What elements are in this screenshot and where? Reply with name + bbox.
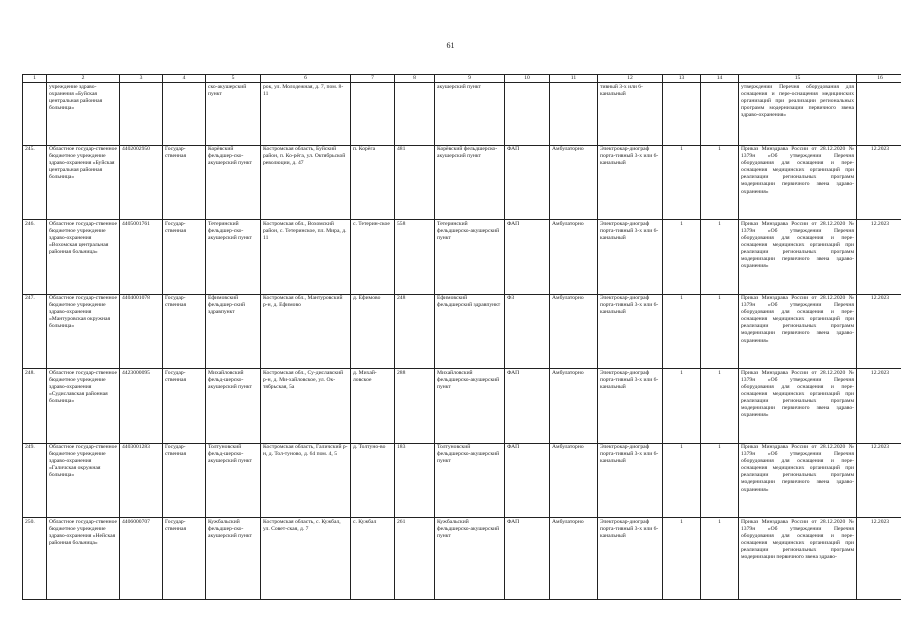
ownership-form-cell: Государ-ственная: [163, 145, 206, 220]
unit-name-cell: акушерский пункт: [435, 83, 505, 146]
row-number-cell: 248.: [23, 369, 47, 444]
delivery-date-cell: 12.2023: [857, 220, 901, 295]
row-number-cell: 250.: [23, 518, 47, 600]
address-cell: Костромская область, с. Кужбал, ул. Совет-ская, д. 7: [261, 518, 351, 600]
population-cell: 481: [395, 145, 435, 220]
address-cell: Костромская область, Галичский р-н, д. Тол-туново, д. 64 пом. 4, 5: [261, 443, 351, 518]
equipment-cell: Электрокар-диограф порта-тивный 3-х или 6-канальный: [598, 145, 663, 220]
organization-name-cell: учреждение здраво-охранения «Буйская центральная районная больница»: [47, 83, 120, 146]
unit-name-cell: Ефимовский фельдшерский здравпункт: [435, 294, 505, 369]
quantity-total-cell: 1: [701, 443, 739, 518]
unit-type-cell: ФАП: [505, 220, 550, 295]
unit-name-cell: Толтуновский фельдшерско-акушерский пункт: [435, 443, 505, 518]
equipment-table: [22, 74, 901, 600]
locality-cell: с. Кужбал: [351, 518, 395, 600]
subdivision-name-cell: Михайловский фельд-шерско-акушерский пункт: [206, 369, 261, 444]
address-cell: рок, ул. Молодежная, д. 7, пом. 8-11: [261, 83, 351, 146]
legal-basis-cell: утверждении Перечня оборудования для оснащения и пере-оснащения медицинских организаций при реализации региональных программ модернизации первичного звена здраво-охранения»: [739, 83, 857, 146]
unit-name-cell: Кужбальский фельдшерско-акушерский пункт: [435, 518, 505, 600]
unit-type-cell: ФЗ: [505, 294, 550, 369]
table-row: [23, 294, 901, 369]
ownership-form-cell: Государ-ственная: [163, 220, 206, 295]
locality-cell: п. Корёга: [351, 145, 395, 220]
equipment-cell: Электрокар-диограф порта-тивный 3-х или 6-канальный: [598, 294, 663, 369]
column-number: 14: [701, 75, 739, 83]
column-number: 2: [47, 75, 120, 83]
ownership-form-cell: Государ-ственная: [163, 443, 206, 518]
unit-type-cell: ФАП: [505, 145, 550, 220]
column-number: 5: [206, 75, 261, 83]
organization-name-cell: Областное государ-ственное бюджетное учреждение здраво-охранения «Галичская окружная больница»: [47, 443, 120, 518]
locality-cell: д. Ефимово: [351, 294, 395, 369]
inn-code-cell: 4423000095: [120, 369, 163, 444]
delivery-date-cell: 12.2023: [857, 145, 901, 220]
organization-name-cell: Областное государ-ственное бюджетное учреждение здраво-охранения «Мантуровская окружная больница»: [47, 294, 120, 369]
row-number-cell: 249.: [23, 443, 47, 518]
legal-basis-cell: Приказ Минздрава России от 28.12.2020 № 1379н «Об утверждении Перечня оборудования для оснащения и пере-оснащения медицинских организаций при реализации региональных программ модернизации первичного звена здраво-охранения»: [739, 220, 857, 295]
column-number: 12: [598, 75, 663, 83]
unit-name-cell: Корёвский фельдшерско-акушерский пункт: [435, 145, 505, 220]
unit-type-cell: ФАП: [505, 369, 550, 444]
equipment-cell: Электрокар-диограф порта-тивный 3-х или 6-канальный: [598, 369, 663, 444]
table-row: [23, 369, 901, 444]
unit-type-cell: ФАП: [505, 443, 550, 518]
quantity-total-cell: [701, 83, 739, 146]
subdivision-name-cell: Ефимовский фельдшер-ский здравпункт: [206, 294, 261, 369]
table-row: [23, 518, 901, 600]
quantity-planned-cell: 1: [663, 443, 701, 518]
delivery-date-cell: 12.2023: [857, 518, 901, 600]
delivery-date-cell: 12.2023: [857, 369, 901, 444]
subdivision-name-cell: Корёвский фельдшер-ско-акушерский пункт: [206, 145, 261, 220]
population-cell: 288: [395, 369, 435, 444]
organization-name-cell: Областное государ-ственное бюджетное учреждение здраво-охранения «Судиславская районная больница»: [47, 369, 120, 444]
locality-cell: д. Михай-ловское: [351, 369, 395, 444]
care-conditions-cell: [550, 83, 598, 146]
column-number: 10: [505, 75, 550, 83]
equipment-cell: Электрокар-диограф порта-тивный 3-х или 6-канальный: [598, 518, 663, 600]
delivery-date-cell: 12.2023: [857, 294, 901, 369]
population-cell: 183: [395, 443, 435, 518]
subdivision-name-cell: Толтуновский фельд-шерско-акушерский пункт: [206, 443, 261, 518]
ownership-form-cell: Государ-ственная: [163, 518, 206, 600]
unit-name-cell: Тетеринский фельдшерско-акушерский пункт: [435, 220, 505, 295]
equipment-cell: Электрокар-диограф порта-тивный 3-х или 6-канальный: [598, 220, 663, 295]
unit-type-cell: [505, 83, 550, 146]
locality-cell: [351, 83, 395, 146]
column-number: 8: [395, 75, 435, 83]
locality-cell: д. Толтуно-во: [351, 443, 395, 518]
delivery-date-cell: [857, 83, 901, 146]
table-row: [23, 443, 901, 518]
equipment-cell: Электрокар-диограф порта-тивный 3-х или 6-канальный: [598, 443, 663, 518]
quantity-planned-cell: 1: [663, 518, 701, 600]
address-cell: Костромская область, Буйский район, п. Ко-рёга, ул. Октябрьской революции, д. 47: [261, 145, 351, 220]
organization-name-cell: Областное государ-ственное бюджетное учреждение здраво-охранения «Нейская районная больница»: [47, 518, 120, 600]
column-number: 16: [857, 75, 901, 83]
care-conditions-cell: Амбулаторно: [550, 145, 598, 220]
legal-basis-cell: Приказ Минздрава России от 28.12.2020 № 1379н «Об утверждении Перечня оборудования для оснащения и пере-оснащения медицинских организаций при реализации региональных программ модернизации первичного звена здраво-охранения»: [739, 145, 857, 220]
care-conditions-cell: Амбулаторно: [550, 518, 598, 600]
column-number: 13: [663, 75, 701, 83]
row-number-cell: 245.: [23, 145, 47, 220]
unit-name-cell: Михайловский фельдшерско-акушерский пункт: [435, 369, 505, 444]
population-cell: [395, 83, 435, 146]
care-conditions-cell: Амбулаторно: [550, 294, 598, 369]
row-number-cell: 246.: [23, 220, 47, 295]
delivery-date-cell: 12.2023: [857, 443, 901, 518]
ownership-form-cell: Государ-ственная: [163, 294, 206, 369]
column-number: 6: [261, 75, 351, 83]
inn-code-cell: 4404001078: [120, 294, 163, 369]
care-conditions-cell: Амбулаторно: [550, 443, 598, 518]
table-row: [23, 83, 901, 146]
inn-code-cell: 4405001761: [120, 220, 163, 295]
legal-basis-cell: Приказ Минздрава России от 28.12.2020 № 1379н «Об утверждении Перечня оборудования для оснащения и пере-оснащения медицинских организаций при реализации региональных программ модернизации первичного звена здраво-: [739, 518, 857, 600]
subdivision-name-cell: Кужбальский фельдшер-ско-акушерский пункт: [206, 518, 261, 600]
column-number: 7: [351, 75, 395, 83]
care-conditions-cell: Амбулаторно: [550, 369, 598, 444]
column-number: 9: [435, 75, 505, 83]
address-cell: Костромская обл., Су-диславский р-н, д. Ми-хайловское, ул. Ок-тябрьская, 5а: [261, 369, 351, 444]
inn-code-cell: 4406000707: [120, 518, 163, 600]
organization-name-cell: Областное государ-ственное бюджетное учреждение здраво-охранения «Вохомская центральная районная больница»: [47, 220, 120, 295]
organization-name-cell: Областное государ-ственное бюджетное учреждение здраво-охранения «Буйская центральная районная больница»: [47, 145, 120, 220]
quantity-planned-cell: 1: [663, 369, 701, 444]
quantity-planned-cell: 1: [663, 145, 701, 220]
table-row: [23, 145, 901, 220]
unit-type-cell: ФАП: [505, 518, 550, 600]
quantity-planned-cell: 1: [663, 220, 701, 295]
equipment-cell: тивный 3-х или 6-канальный: [598, 83, 663, 146]
locality-cell: с. Тетерин-ское: [351, 220, 395, 295]
legal-basis-cell: Приказ Минздрава России от 28.12.2020 № 1379н «Об утверждении Перечня оборудования для оснащения и пере-оснащения медицинских организаций при реализации региональных программ модернизации первичного звена здраво-охранения»: [739, 369, 857, 444]
quantity-planned-cell: 1: [663, 294, 701, 369]
population-cell: 248: [395, 294, 435, 369]
column-number: 3: [120, 75, 163, 83]
address-cell: Костромская обл., Мантуровский р-н, д. Ефимово: [261, 294, 351, 369]
ownership-form-cell: [163, 83, 206, 146]
quantity-total-cell: 1: [701, 518, 739, 600]
column-number: 11: [550, 75, 598, 83]
legal-basis-cell: Приказ Минздрава России от 28.12.2020 № 1379н «Об утверждении Перечня оборудования для оснащения и пере-оснащения медицинских организаций при реализации региональных программ модернизации первичного звена здраво-охранения»: [739, 294, 857, 369]
row-number-cell: 247.: [23, 294, 47, 369]
column-number: 4: [163, 75, 206, 83]
quantity-total-cell: 1: [701, 220, 739, 295]
table-row: [23, 220, 901, 295]
quantity-planned-cell: [663, 83, 701, 146]
row-number-cell: [23, 83, 47, 146]
column-number: 15: [739, 75, 857, 83]
column-number: 1: [23, 75, 47, 83]
population-cell: 558: [395, 220, 435, 295]
ownership-form-cell: Государ-ственная: [163, 369, 206, 444]
quantity-total-cell: 1: [701, 369, 739, 444]
subdivision-name-cell: ско-акушерский пункт: [206, 83, 261, 146]
inn-code-cell: 4402002950: [120, 145, 163, 220]
population-cell: 261: [395, 518, 435, 600]
quantity-total-cell: 1: [701, 294, 739, 369]
legal-basis-cell: Приказ Минздрава России от 28.12.2020 № 1379н «Об утверждении Перечня оборудования для оснащения и пере-оснащения медицинских организаций при реализации региональных программ модернизации первичного звена здраво-охранения»: [739, 443, 857, 518]
column-number-row: [23, 75, 901, 83]
inn-code-cell: [120, 83, 163, 146]
quantity-total-cell: 1: [701, 145, 739, 220]
inn-code-cell: 4403001283: [120, 443, 163, 518]
address-cell: Костромская обл., Вохомский район, с. Тетеринское, пл. Мира, д. 11: [261, 220, 351, 295]
subdivision-name-cell: Тетеринский фельдшер-ско-акушерский пункт: [206, 220, 261, 295]
page-number: 61: [446, 41, 455, 50]
care-conditions-cell: Амбулаторно: [550, 220, 598, 295]
